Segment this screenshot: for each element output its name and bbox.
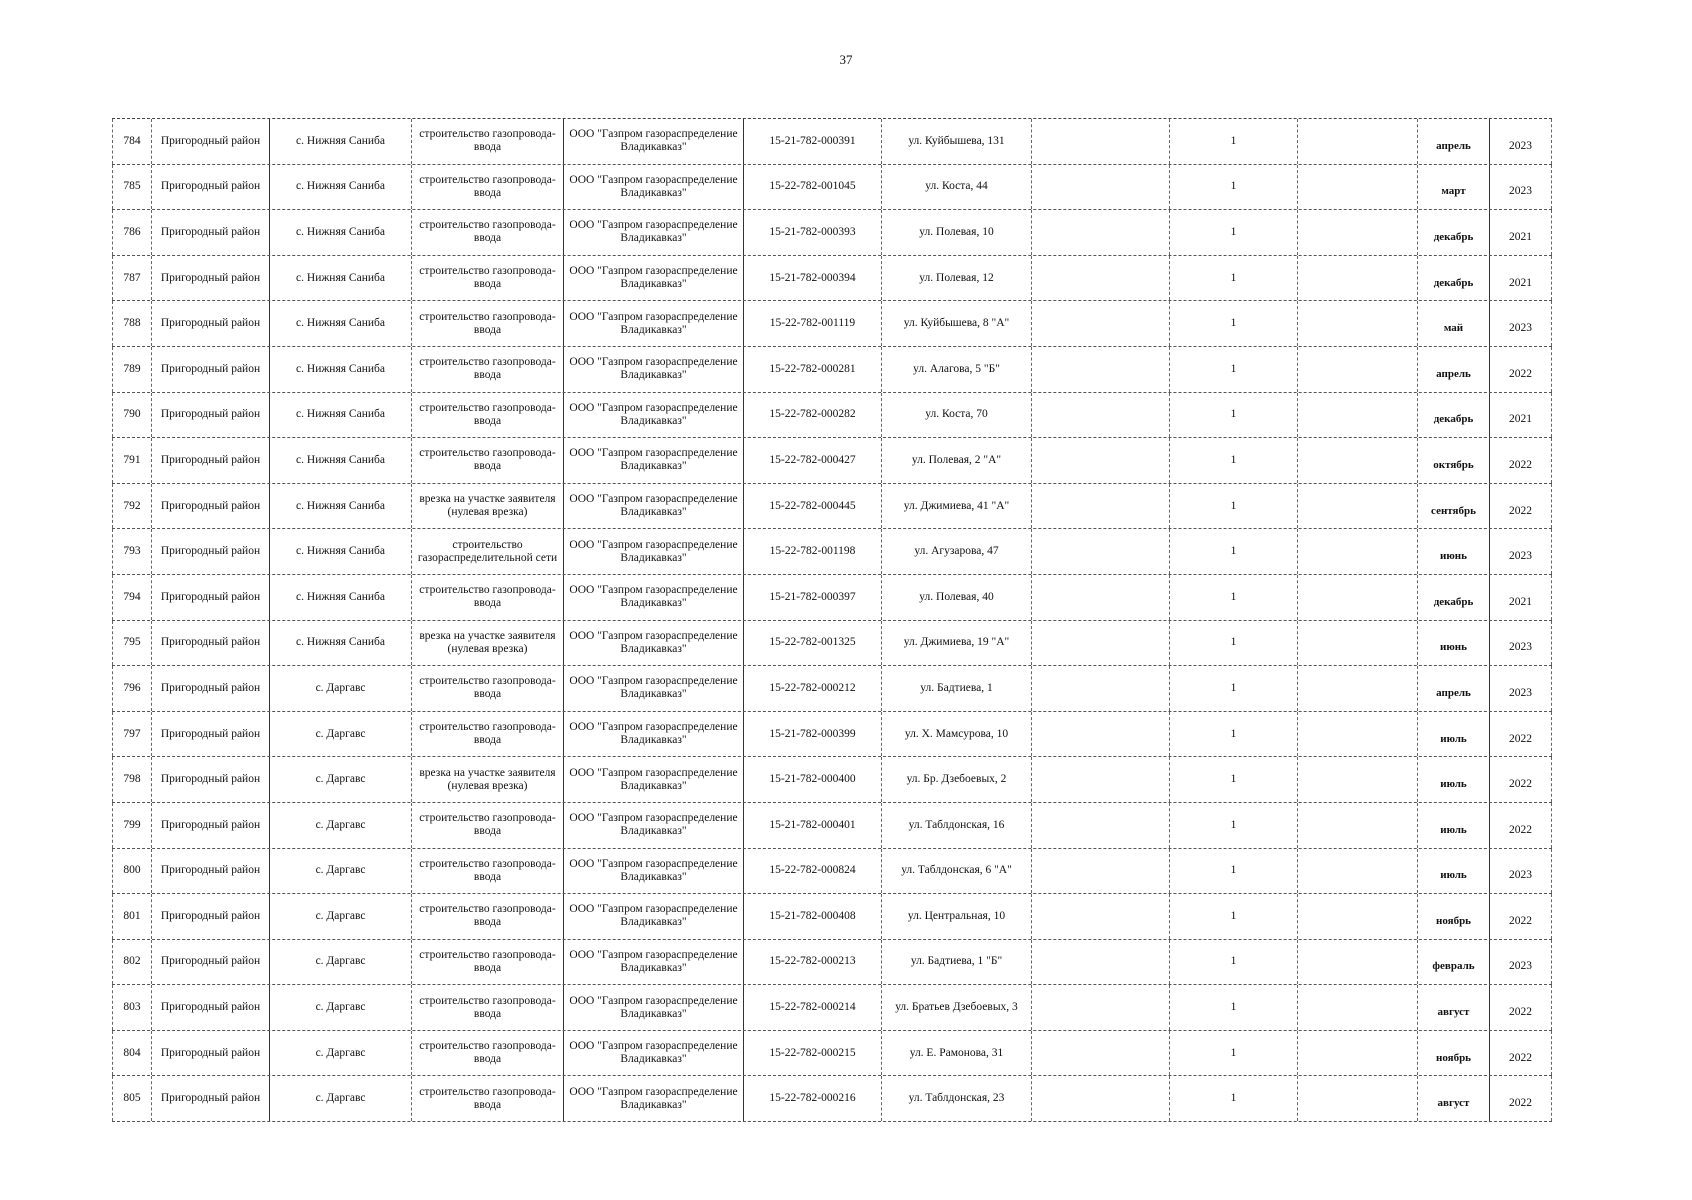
table-row xyxy=(112,165,1552,211)
count-cell: 1 xyxy=(1170,666,1298,711)
empty-cell xyxy=(1298,621,1418,666)
district-cell: Пригородный район xyxy=(152,119,270,164)
organization-cell: ООО "Газпром газораспределение Владикавказ" xyxy=(564,438,744,483)
application-code-cell: 15-21-782-000399 xyxy=(744,712,882,757)
locality-cell: с. Нижняя Саниба xyxy=(270,529,412,574)
month-cell: ноябрь xyxy=(1418,1031,1490,1076)
row-number: 804 xyxy=(112,1031,152,1076)
address-cell: ул. Коста, 70 xyxy=(882,393,1032,438)
row-number: 800 xyxy=(112,849,152,894)
work-type-cell: строительство газопровода-ввода xyxy=(412,803,564,848)
address-cell: ул. Бр. Дзебоевых, 2 xyxy=(882,757,1032,802)
count-cell: 1 xyxy=(1170,1031,1298,1076)
table-row xyxy=(112,119,1552,165)
row-number: 794 xyxy=(112,575,152,620)
empty-cell xyxy=(1032,438,1170,483)
year-cell: 2022 xyxy=(1490,1031,1552,1076)
district-cell: Пригородный район xyxy=(152,621,270,666)
page-number: 37 xyxy=(839,52,853,67)
count-cell: 1 xyxy=(1170,1076,1298,1121)
count-cell: 1 xyxy=(1170,301,1298,346)
district-cell: Пригородный район xyxy=(152,666,270,711)
application-code-cell: 15-21-782-000401 xyxy=(744,803,882,848)
empty-cell xyxy=(1298,210,1418,255)
address-cell: ул. Полевая, 12 xyxy=(882,256,1032,301)
address-cell: ул. Центральная, 10 xyxy=(882,894,1032,939)
empty-cell xyxy=(1032,712,1170,757)
work-type-cell: строительство газопровода-ввода xyxy=(412,347,564,392)
empty-cell xyxy=(1298,894,1418,939)
locality-cell: с. Даргавс xyxy=(270,712,412,757)
count-cell: 1 xyxy=(1170,757,1298,802)
table-row xyxy=(112,256,1552,302)
locality-cell: с. Нижняя Саниба xyxy=(270,119,412,164)
district-cell: Пригородный район xyxy=(152,803,270,848)
district-cell: Пригородный район xyxy=(152,393,270,438)
organization-cell: ООО "Газпром газораспределение Владикавказ" xyxy=(564,347,744,392)
year-cell: 2021 xyxy=(1490,210,1552,255)
month-cell: сентябрь xyxy=(1418,484,1490,529)
locality-cell: с. Нижняя Саниба xyxy=(270,438,412,483)
empty-cell xyxy=(1032,621,1170,666)
empty-cell xyxy=(1032,529,1170,574)
application-code-cell: 15-22-782-000214 xyxy=(744,985,882,1030)
work-type-cell: строительство газопровода-ввода xyxy=(412,301,564,346)
empty-cell xyxy=(1032,1076,1170,1121)
month-cell: апрель xyxy=(1418,666,1490,711)
empty-cell xyxy=(1032,301,1170,346)
address-cell: ул. Куйбышева, 131 xyxy=(882,119,1032,164)
work-type-cell: строительство газопровода-ввода xyxy=(412,438,564,483)
table-row xyxy=(112,985,1552,1031)
work-type-cell: строительство газопровода-ввода xyxy=(412,119,564,164)
district-cell: Пригородный район xyxy=(152,985,270,1030)
year-cell: 2022 xyxy=(1490,438,1552,483)
empty-cell xyxy=(1032,347,1170,392)
row-number: 792 xyxy=(112,484,152,529)
address-cell: ул. Полевая, 40 xyxy=(882,575,1032,620)
application-code-cell: 15-21-782-000394 xyxy=(744,256,882,301)
row-number: 784 xyxy=(112,119,152,164)
work-type-cell: строительство газопровода-ввода xyxy=(412,1031,564,1076)
application-code-cell: 15-21-782-000408 xyxy=(744,894,882,939)
work-type-cell: строительство газопровода-ввода xyxy=(412,666,564,711)
row-number: 789 xyxy=(112,347,152,392)
organization-cell: ООО "Газпром газораспределение Владикавказ" xyxy=(564,757,744,802)
organization-cell: ООО "Газпром газораспределение Владикавказ" xyxy=(564,484,744,529)
locality-cell: с. Даргавс xyxy=(270,757,412,802)
district-cell: Пригородный район xyxy=(152,712,270,757)
count-cell: 1 xyxy=(1170,575,1298,620)
month-cell: июль xyxy=(1418,757,1490,802)
month-cell: август xyxy=(1418,985,1490,1030)
organization-cell: ООО "Газпром газораспределение Владикавказ" xyxy=(564,803,744,848)
count-cell: 1 xyxy=(1170,438,1298,483)
year-cell: 2021 xyxy=(1490,256,1552,301)
work-type-cell: строительство газопровода-ввода xyxy=(412,894,564,939)
address-cell: ул. Таблдонская, 6 "А" xyxy=(882,849,1032,894)
application-code-cell: 15-21-782-000393 xyxy=(744,210,882,255)
table-row xyxy=(112,666,1552,712)
application-code-cell: 15-22-782-000216 xyxy=(744,1076,882,1121)
count-cell: 1 xyxy=(1170,210,1298,255)
row-number: 803 xyxy=(112,985,152,1030)
empty-cell xyxy=(1298,940,1418,985)
work-type-cell: строительство газопровода-ввода xyxy=(412,210,564,255)
empty-cell xyxy=(1032,894,1170,939)
work-type-cell: врезка на участке заявителя (нулевая врезка) xyxy=(412,621,564,666)
organization-cell: ООО "Газпром газораспределение Владикавказ" xyxy=(564,940,744,985)
work-type-cell: врезка на участке заявителя (нулевая врезка) xyxy=(412,484,564,529)
year-cell: 2021 xyxy=(1490,393,1552,438)
month-cell: июль xyxy=(1418,803,1490,848)
application-code-cell: 15-22-782-000282 xyxy=(744,393,882,438)
address-cell: ул. Х. Мамсурова, 10 xyxy=(882,712,1032,757)
count-cell: 1 xyxy=(1170,621,1298,666)
empty-cell xyxy=(1298,529,1418,574)
organization-cell: ООО "Газпром газораспределение Владикавказ" xyxy=(564,301,744,346)
empty-cell xyxy=(1032,484,1170,529)
month-cell: июль xyxy=(1418,849,1490,894)
district-cell: Пригородный район xyxy=(152,301,270,346)
row-number: 797 xyxy=(112,712,152,757)
count-cell: 1 xyxy=(1170,347,1298,392)
count-cell: 1 xyxy=(1170,393,1298,438)
address-cell: ул. Таблдонская, 16 xyxy=(882,803,1032,848)
locality-cell: с. Нижняя Саниба xyxy=(270,393,412,438)
empty-cell xyxy=(1298,849,1418,894)
month-cell: февраль xyxy=(1418,940,1490,985)
district-cell: Пригородный район xyxy=(152,849,270,894)
organization-cell: ООО "Газпром газораспределение Владикавказ" xyxy=(564,712,744,757)
count-cell: 1 xyxy=(1170,894,1298,939)
table-row xyxy=(112,529,1552,575)
table-row xyxy=(112,894,1552,940)
district-cell: Пригородный район xyxy=(152,165,270,210)
table-row xyxy=(112,210,1552,256)
year-cell: 2022 xyxy=(1490,347,1552,392)
application-code-cell: 15-22-782-001045 xyxy=(744,165,882,210)
table-row xyxy=(112,484,1552,530)
count-cell: 1 xyxy=(1170,849,1298,894)
application-code-cell: 15-22-782-000824 xyxy=(744,849,882,894)
table-row xyxy=(112,940,1552,986)
table-row xyxy=(112,803,1552,849)
application-code-cell: 15-22-782-001325 xyxy=(744,621,882,666)
district-cell: Пригородный район xyxy=(152,438,270,483)
row-number: 793 xyxy=(112,529,152,574)
application-code-cell: 15-21-782-000391 xyxy=(744,119,882,164)
organization-cell: ООО "Газпром газораспределение Владикавказ" xyxy=(564,621,744,666)
count-cell: 1 xyxy=(1170,165,1298,210)
year-cell: 2023 xyxy=(1490,165,1552,210)
row-number: 805 xyxy=(112,1076,152,1121)
month-cell: декабрь xyxy=(1418,575,1490,620)
empty-cell xyxy=(1298,438,1418,483)
table-row xyxy=(112,575,1552,621)
table-row xyxy=(112,1031,1552,1077)
table-row xyxy=(112,1076,1552,1122)
empty-cell xyxy=(1032,666,1170,711)
year-cell: 2023 xyxy=(1490,301,1552,346)
count-cell: 1 xyxy=(1170,256,1298,301)
empty-cell xyxy=(1298,301,1418,346)
district-cell: Пригородный район xyxy=(152,894,270,939)
address-cell: ул. Алагова, 5 "Б" xyxy=(882,347,1032,392)
year-cell: 2022 xyxy=(1490,894,1552,939)
year-cell: 2023 xyxy=(1490,940,1552,985)
district-cell: Пригородный район xyxy=(152,1076,270,1121)
month-cell: июнь xyxy=(1418,621,1490,666)
empty-cell xyxy=(1298,165,1418,210)
application-code-cell: 15-22-782-001119 xyxy=(744,301,882,346)
year-cell: 2023 xyxy=(1490,666,1552,711)
address-cell: ул. Таблдонская, 23 xyxy=(882,1076,1032,1121)
district-cell: Пригородный район xyxy=(152,940,270,985)
work-type-cell: строительство газопровода-ввода xyxy=(412,1076,564,1121)
table-row xyxy=(112,621,1552,667)
month-cell: март xyxy=(1418,165,1490,210)
row-number: 791 xyxy=(112,438,152,483)
gasification-table xyxy=(112,118,1552,1122)
application-code-cell: 15-21-782-000400 xyxy=(744,757,882,802)
locality-cell: с. Нижняя Саниба xyxy=(270,165,412,210)
application-code-cell: 15-22-782-000427 xyxy=(744,438,882,483)
count-cell: 1 xyxy=(1170,484,1298,529)
row-number: 786 xyxy=(112,210,152,255)
year-cell: 2022 xyxy=(1490,712,1552,757)
empty-cell xyxy=(1298,666,1418,711)
empty-cell xyxy=(1298,757,1418,802)
year-cell: 2023 xyxy=(1490,849,1552,894)
row-number: 799 xyxy=(112,803,152,848)
locality-cell: с. Даргавс xyxy=(270,666,412,711)
application-code-cell: 15-22-782-000212 xyxy=(744,666,882,711)
empty-cell xyxy=(1298,803,1418,848)
month-cell: ноябрь xyxy=(1418,894,1490,939)
work-type-cell: строительство газопровода-ввода xyxy=(412,165,564,210)
year-cell: 2021 xyxy=(1490,575,1552,620)
work-type-cell: строительство газопровода-ввода xyxy=(412,712,564,757)
table-row xyxy=(112,393,1552,439)
empty-cell xyxy=(1298,1031,1418,1076)
locality-cell: с. Даргавс xyxy=(270,1076,412,1121)
count-cell: 1 xyxy=(1170,712,1298,757)
empty-cell xyxy=(1032,165,1170,210)
empty-cell xyxy=(1032,849,1170,894)
organization-cell: ООО "Газпром газораспределение Владикавказ" xyxy=(564,1031,744,1076)
locality-cell: с. Даргавс xyxy=(270,940,412,985)
district-cell: Пригородный район xyxy=(152,484,270,529)
empty-cell xyxy=(1298,119,1418,164)
row-number: 785 xyxy=(112,165,152,210)
empty-cell xyxy=(1032,256,1170,301)
address-cell: ул. Братьев Дзебоевых, 3 xyxy=(882,985,1032,1030)
organization-cell: ООО "Газпром газораспределение Владикавказ" xyxy=(564,256,744,301)
empty-cell xyxy=(1032,393,1170,438)
empty-cell xyxy=(1298,393,1418,438)
address-cell: ул. Е. Рамонова, 31 xyxy=(882,1031,1032,1076)
district-cell: Пригородный район xyxy=(152,347,270,392)
organization-cell: ООО "Газпром газораспределение Владикавказ" xyxy=(564,529,744,574)
month-cell: декабрь xyxy=(1418,210,1490,255)
empty-cell xyxy=(1032,803,1170,848)
locality-cell: с. Даргавс xyxy=(270,849,412,894)
district-cell: Пригородный район xyxy=(152,529,270,574)
work-type-cell: строительство газопровода-ввода xyxy=(412,575,564,620)
count-cell: 1 xyxy=(1170,119,1298,164)
work-type-cell: строительство газораспределительной сети xyxy=(412,529,564,574)
table-row xyxy=(112,757,1552,803)
address-cell: ул. Куйбышева, 8 "А" xyxy=(882,301,1032,346)
row-number: 798 xyxy=(112,757,152,802)
locality-cell: с. Даргавс xyxy=(270,1031,412,1076)
month-cell: декабрь xyxy=(1418,256,1490,301)
district-cell: Пригородный район xyxy=(152,757,270,802)
locality-cell: с. Нижняя Саниба xyxy=(270,301,412,346)
district-cell: Пригородный район xyxy=(152,210,270,255)
organization-cell: ООО "Газпром газораспределение Владикавказ" xyxy=(564,575,744,620)
work-type-cell: врезка на участке заявителя (нулевая врезка) xyxy=(412,757,564,802)
locality-cell: с. Нижняя Саниба xyxy=(270,484,412,529)
row-number: 790 xyxy=(112,393,152,438)
month-cell: июль xyxy=(1418,712,1490,757)
organization-cell: ООО "Газпром газораспределение Владикавказ" xyxy=(564,210,744,255)
locality-cell: с. Нижняя Саниба xyxy=(270,621,412,666)
address-cell: ул. Агузарова, 47 xyxy=(882,529,1032,574)
district-cell: Пригородный район xyxy=(152,1031,270,1076)
row-number: 795 xyxy=(112,621,152,666)
month-cell: апрель xyxy=(1418,119,1490,164)
empty-cell xyxy=(1032,119,1170,164)
table-row xyxy=(112,347,1552,393)
month-cell: апрель xyxy=(1418,347,1490,392)
year-cell: 2022 xyxy=(1490,985,1552,1030)
work-type-cell: строительство газопровода-ввода xyxy=(412,849,564,894)
empty-cell xyxy=(1298,712,1418,757)
empty-cell xyxy=(1032,1031,1170,1076)
locality-cell: с. Нижняя Саниба xyxy=(270,210,412,255)
year-cell: 2023 xyxy=(1490,119,1552,164)
year-cell: 2022 xyxy=(1490,803,1552,848)
table-row xyxy=(112,712,1552,758)
empty-cell xyxy=(1032,985,1170,1030)
empty-cell xyxy=(1298,484,1418,529)
address-cell: ул. Джимиева, 19 "А" xyxy=(882,621,1032,666)
organization-cell: ООО "Газпром газораспределение Владикавказ" xyxy=(564,393,744,438)
count-cell: 1 xyxy=(1170,940,1298,985)
district-cell: Пригородный район xyxy=(152,256,270,301)
organization-cell: ООО "Газпром газораспределение Владикавказ" xyxy=(564,894,744,939)
empty-cell xyxy=(1298,575,1418,620)
address-cell: ул. Полевая, 2 "А" xyxy=(882,438,1032,483)
empty-cell xyxy=(1032,757,1170,802)
empty-cell xyxy=(1032,940,1170,985)
row-number: 787 xyxy=(112,256,152,301)
row-number: 801 xyxy=(112,894,152,939)
address-cell: ул. Бадтиева, 1 "Б" xyxy=(882,940,1032,985)
locality-cell: с. Нижняя Саниба xyxy=(270,575,412,620)
year-cell: 2022 xyxy=(1490,1076,1552,1121)
year-cell: 2023 xyxy=(1490,529,1552,574)
table-row xyxy=(112,438,1552,484)
count-cell: 1 xyxy=(1170,529,1298,574)
address-cell: ул. Коста, 44 xyxy=(882,165,1032,210)
empty-cell xyxy=(1032,210,1170,255)
address-cell: ул. Бадтиева, 1 xyxy=(882,666,1032,711)
work-type-cell: строительство газопровода-ввода xyxy=(412,940,564,985)
empty-cell xyxy=(1032,575,1170,620)
row-number: 788 xyxy=(112,301,152,346)
empty-cell xyxy=(1298,256,1418,301)
work-type-cell: строительство газопровода-ввода xyxy=(412,256,564,301)
year-cell: 2022 xyxy=(1490,484,1552,529)
empty-cell xyxy=(1298,347,1418,392)
row-number: 802 xyxy=(112,940,152,985)
table-row xyxy=(112,849,1552,895)
organization-cell: ООО "Газпром газораспределение Владикавказ" xyxy=(564,849,744,894)
district-cell: Пригородный район xyxy=(152,575,270,620)
locality-cell: с. Даргавс xyxy=(270,985,412,1030)
month-cell: октябрь xyxy=(1418,438,1490,483)
month-cell: август xyxy=(1418,1076,1490,1121)
organization-cell: ООО "Газпром газораспределение Владикавказ" xyxy=(564,165,744,210)
organization-cell: ООО "Газпром газораспределение Владикавказ" xyxy=(564,119,744,164)
locality-cell: с. Даргавс xyxy=(270,803,412,848)
year-cell: 2022 xyxy=(1490,757,1552,802)
application-code-cell: 15-22-782-000445 xyxy=(744,484,882,529)
address-cell: ул. Джимиева, 41 "А" xyxy=(882,484,1032,529)
work-type-cell: строительство газопровода-ввода xyxy=(412,393,564,438)
month-cell: май xyxy=(1418,301,1490,346)
count-cell: 1 xyxy=(1170,985,1298,1030)
row-number: 796 xyxy=(112,666,152,711)
organization-cell: ООО "Газпром газораспределение Владикавказ" xyxy=(564,1076,744,1121)
organization-cell: ООО "Газпром газораспределение Владикавказ" xyxy=(564,985,744,1030)
count-cell: 1 xyxy=(1170,803,1298,848)
work-type-cell: строительство газопровода-ввода xyxy=(412,985,564,1030)
month-cell: декабрь xyxy=(1418,393,1490,438)
application-code-cell: 15-22-782-000215 xyxy=(744,1031,882,1076)
locality-cell: с. Нижняя Саниба xyxy=(270,347,412,392)
empty-cell xyxy=(1298,1076,1418,1121)
application-code-cell: 15-21-782-000397 xyxy=(744,575,882,620)
month-cell: июнь xyxy=(1418,529,1490,574)
application-code-cell: 15-22-782-001198 xyxy=(744,529,882,574)
address-cell: ул. Полевая, 10 xyxy=(882,210,1032,255)
locality-cell: с. Нижняя Саниба xyxy=(270,256,412,301)
empty-cell xyxy=(1298,985,1418,1030)
application-code-cell: 15-22-782-000213 xyxy=(744,940,882,985)
table-row xyxy=(112,301,1552,347)
application-code-cell: 15-22-782-000281 xyxy=(744,347,882,392)
year-cell: 2023 xyxy=(1490,621,1552,666)
locality-cell: с. Даргавс xyxy=(270,894,412,939)
organization-cell: ООО "Газпром газораспределение Владикавказ" xyxy=(564,666,744,711)
